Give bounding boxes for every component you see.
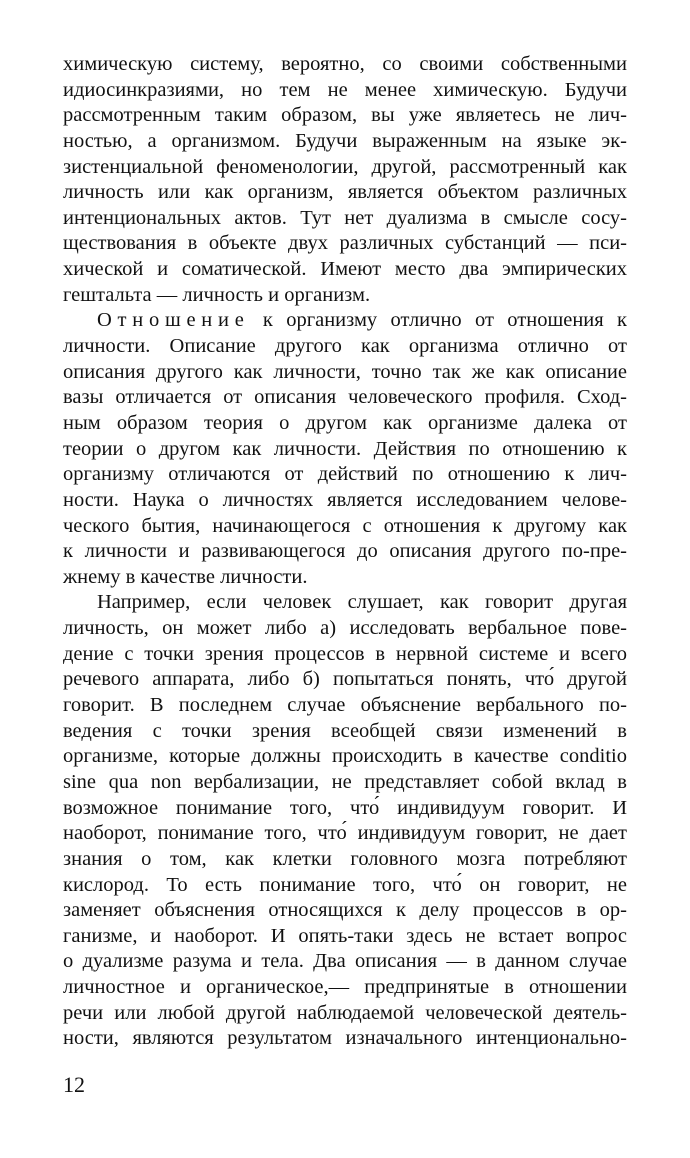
- text-line: Например, если человек слушает, как говорит другая: [97, 591, 627, 614]
- text-line: возможное понимание того, что́ индивидуум говорит. И: [63, 796, 627, 819]
- text-line: интенциональных актов. Тут нет дуализма в смысле сосу-: [63, 206, 627, 229]
- text-line: ности, являются результатом изначального интенционально-: [63, 1027, 627, 1050]
- text-line: организме, которые должны происходить в качестве conditio: [63, 745, 627, 768]
- text-line: говорит. В последнем случае объяснение вербального по-: [63, 694, 627, 717]
- text-line: личность, он может либо а) исследовать вербальное пове-: [63, 617, 627, 640]
- text-line: вазы отличается от описания человеческого профиля. Сход-: [63, 386, 627, 409]
- text-line: гештальта — личность и организм.: [63, 283, 371, 306]
- text-line: теории о другом как личности. Действия по отношению к: [63, 437, 627, 460]
- text-line: речевого аппарата, либо б) попытаться понять, что́ другой: [63, 668, 627, 691]
- text-line: личности. Описание другого как организма отлично от: [63, 335, 627, 358]
- text-line: ществования в объекте двух различных субстанций — пси-: [63, 232, 627, 255]
- text-line: ганизме, и наоборот. И опять-таки здесь не встает вопрос: [63, 924, 627, 947]
- text-line: кислород. То есть понимание того, что́ он говорит, не: [63, 873, 627, 896]
- text-line: знания о том, как клетки головного мозга потребляют: [63, 847, 627, 870]
- text-line: ческого бытия, начинающегося с отношения к другому как: [63, 514, 627, 537]
- text-line: ностью, а организмом. Будучи выраженным на языке эк-: [63, 129, 627, 152]
- text-line: организму отличаются от действий по отношению к лич-: [63, 463, 627, 486]
- text-line: дение с точки зрения процессов в нервной системе и всего: [63, 642, 627, 665]
- text-line: наоборот, понимание того, что́ индивидуум говорит, не дает: [63, 822, 627, 845]
- text-line: идиосинкразиями, но тем не менее химическую. Будучи: [63, 78, 627, 101]
- paragraph-2: [63, 308, 627, 590]
- text-line: ности. Наука о личностях является исследованием челове-: [63, 488, 627, 511]
- text-line: рассмотренным таким образом, вы уже являетесь не лич-: [63, 104, 627, 127]
- text-line: sine qua non вербализации, не представляет собой вклад в: [63, 770, 627, 793]
- text-line: о дуализме разума и тела. Два описания — в данном случае: [63, 950, 627, 973]
- text-line-rest: к организму отлично от отношения к: [249, 309, 627, 332]
- text-line: зистенциальной феноменологии, другой, рассмотренный как: [63, 155, 627, 178]
- text-line: [63, 308, 627, 334]
- paragraph-1: [63, 52, 627, 308]
- text-line: описания другого как личности, точно так же как описание: [63, 360, 627, 383]
- page-text: [63, 52, 627, 1052]
- text-line: речи или любой другой наблюдаемой человеческой деятель-: [63, 1001, 627, 1024]
- emphasized-word: Отношение: [97, 309, 250, 332]
- text-line: химическую систему, вероятно, со своими собственными: [63, 53, 627, 75]
- text-line: ным образом теория о другом как организме далека от: [63, 411, 627, 434]
- text-line: хической и соматической. Имеют место два эмпирических: [63, 258, 627, 281]
- paragraph-3: [63, 590, 627, 1052]
- text-line: личность или как организм, является объектом различных: [63, 181, 627, 204]
- page-number: 12: [63, 1072, 85, 1097]
- text-line: ведения с точки зрения всеобщей связи изменений в: [63, 719, 627, 742]
- text-line: личностное и органическое,— предпринятые в отношении: [63, 976, 627, 999]
- text-line: к личности и развивающегося до описания другого по-пре-: [63, 540, 627, 563]
- text-line: жнему в качестве личности.: [63, 565, 308, 588]
- text-line: заменяет объяснения относящихся к делу процессов в ор-: [63, 899, 627, 922]
